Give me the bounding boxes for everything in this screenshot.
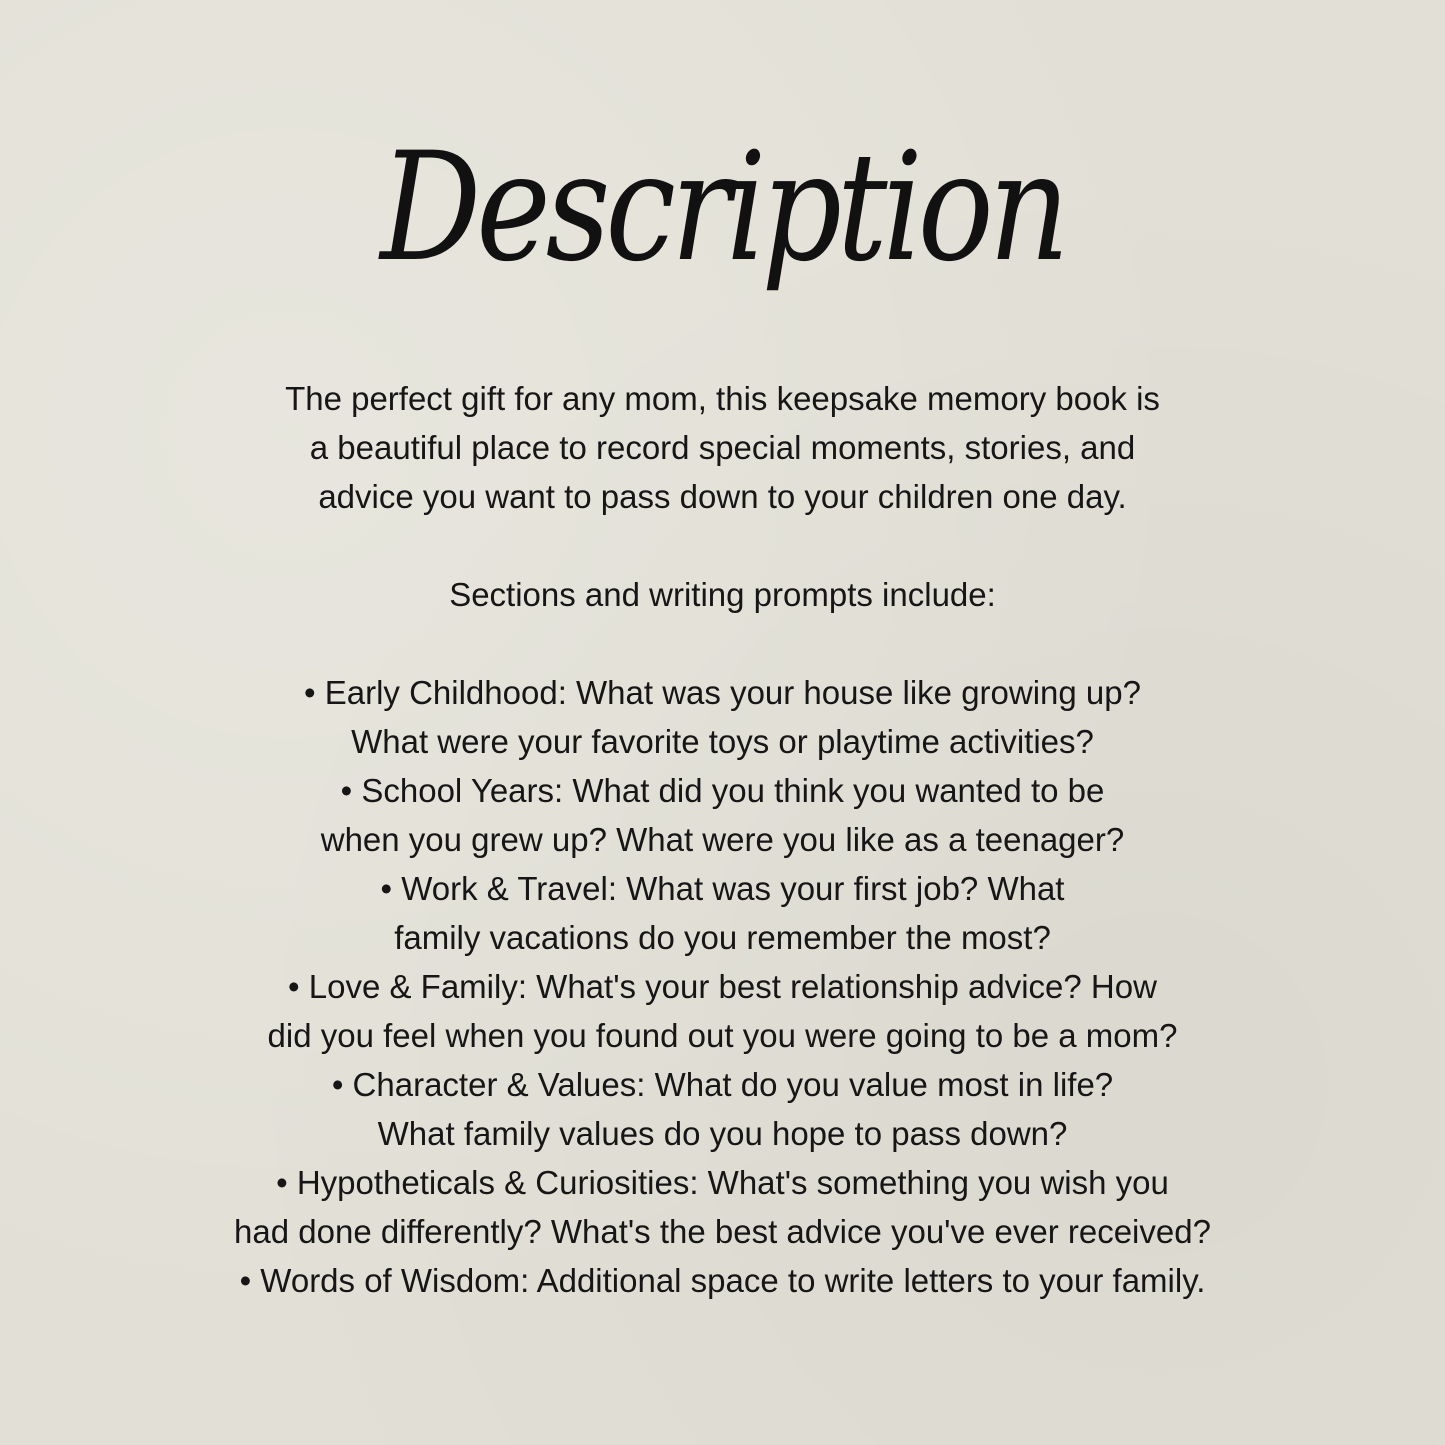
prompt-line: had done differently? What's the best advice you've ever received? bbox=[234, 1213, 1211, 1250]
prompt-line-love-family: • Love & Family: What's your best relationship advice? How bbox=[288, 968, 1157, 1005]
prompt-line: What were your favorite toys or playtime activities? bbox=[351, 723, 1094, 760]
prompt-line-work-travel: • Work & Travel: What was your first job? What bbox=[380, 870, 1065, 907]
intro-line: advice you want to pass down to your children one day. bbox=[318, 478, 1127, 515]
intro-line: The perfect gift for any mom, this keepsake memory book is bbox=[285, 380, 1160, 417]
prompt-line: when you grew up? What were you like as a teenager? bbox=[320, 821, 1125, 858]
prompt-line-words-of-wisdom: • Words of Wisdom: Additional space to write letters to your family. bbox=[239, 1262, 1206, 1299]
page-title: Description bbox=[380, 121, 1065, 295]
intro-paragraph bbox=[100, 374, 1345, 521]
prompt-line: What family values do you hope to pass down? bbox=[377, 1115, 1068, 1152]
prompt-line-hypotheticals: • Hypotheticals & Curiosities: What's something you wish you bbox=[276, 1164, 1169, 1201]
prompt-line: did you feel when you found out you were going to be a mom? bbox=[267, 1017, 1178, 1054]
sections-heading: Sections and writing prompts include: bbox=[449, 576, 996, 613]
prompt-line-character-values: • Character & Values: What do you value most in life? bbox=[331, 1066, 1114, 1103]
prompts-list bbox=[100, 668, 1345, 1305]
intro-line: a beautiful place to record special moments, stories, and bbox=[309, 429, 1136, 466]
prompt-line-school-years: • School Years: What did you think you wanted to be bbox=[340, 772, 1105, 809]
prompt-line-early-childhood: • Early Childhood: What was your house like growing up? bbox=[304, 674, 1141, 711]
prompt-line: family vacations do you remember the most? bbox=[394, 919, 1051, 956]
